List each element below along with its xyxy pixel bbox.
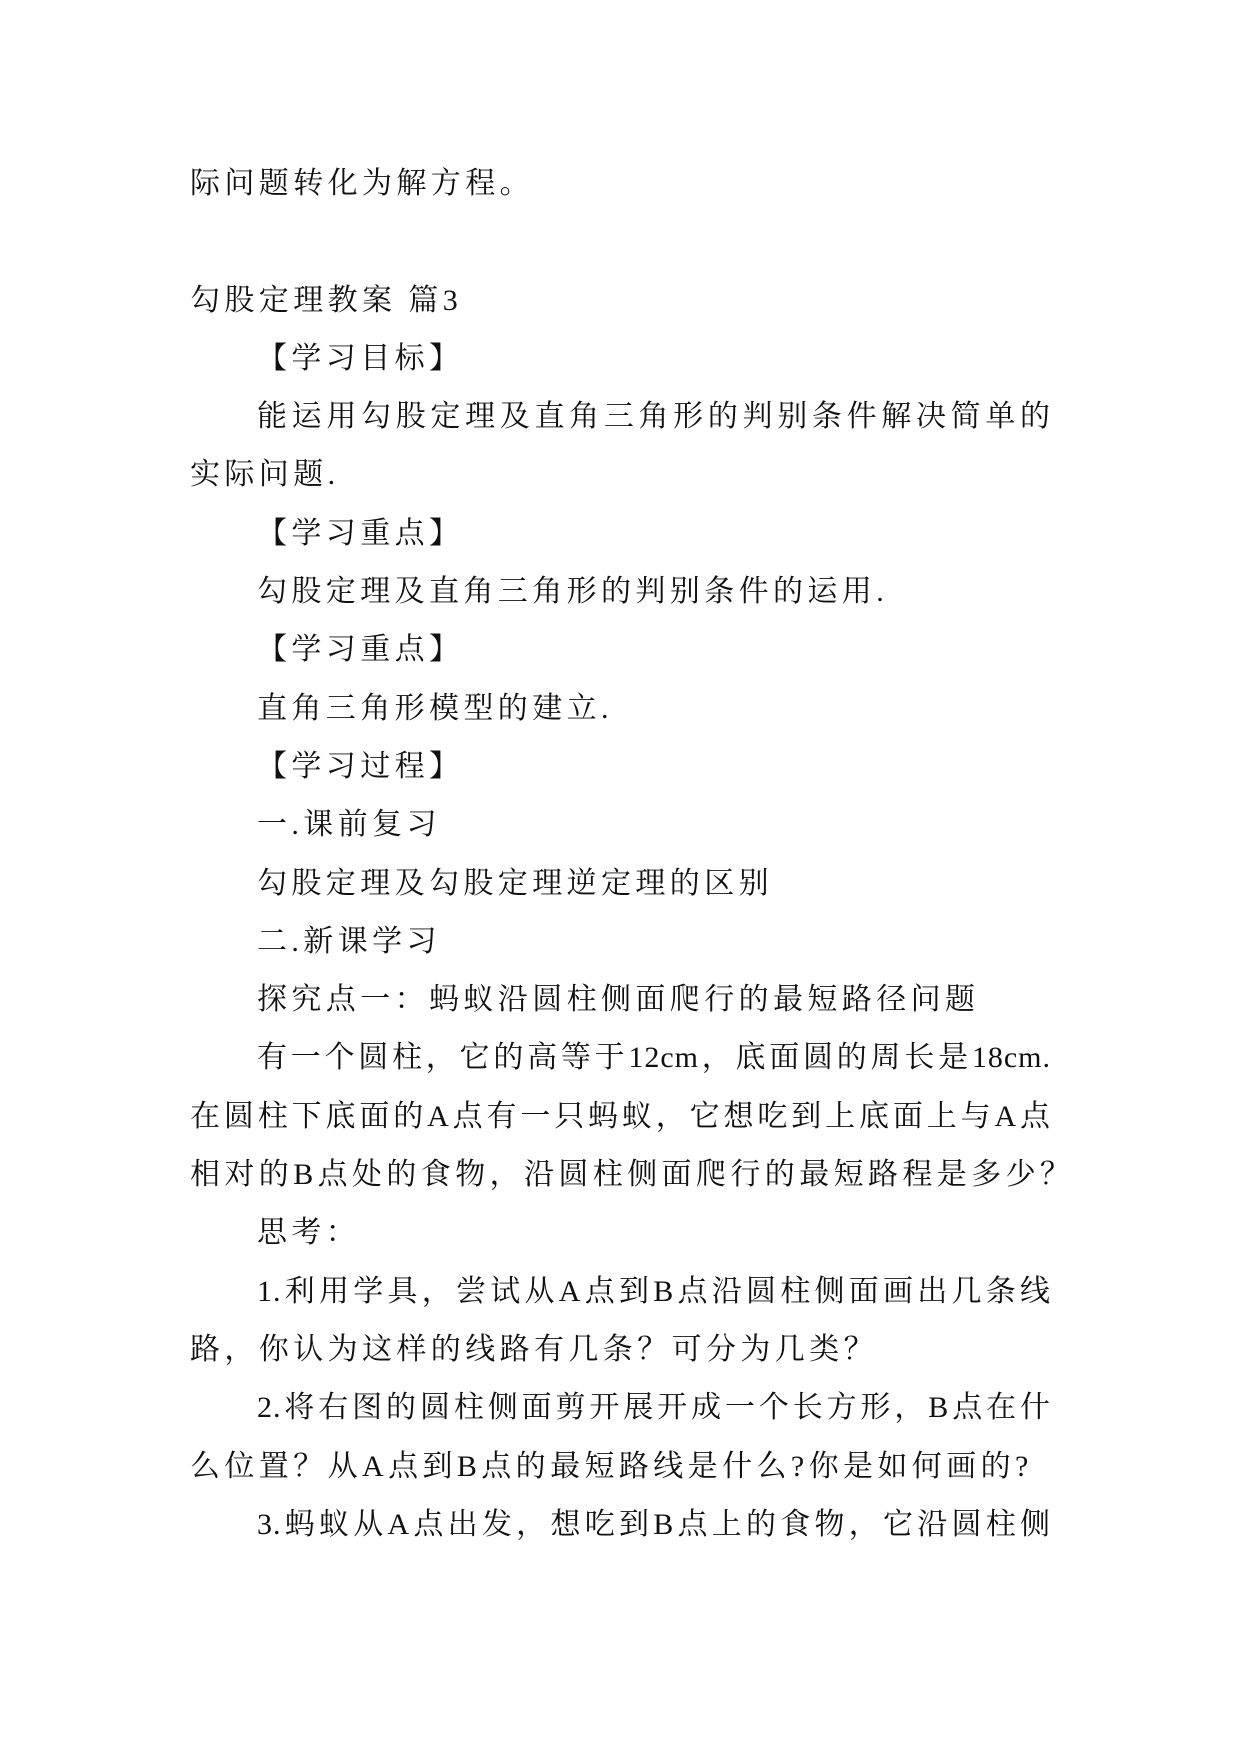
heading-thinking: [190, 1204, 1051, 1262]
text-line: 实际问题.: [190, 458, 340, 492]
heading-review: [190, 796, 1051, 854]
text-line: 能运用勾股定理及直角三角形的判别条件解决简单的: [257, 400, 1051, 434]
question-3: [190, 1496, 1051, 1554]
heading-new-lesson: [190, 913, 1051, 971]
text-line: 勾股定理及直角三角形的判别条件的运用.: [257, 575, 889, 609]
text-line: 一.课前复习: [257, 808, 441, 842]
text-line: 3.蚂蚁从A点出发，想吃到B点上的食物，它沿圆柱侧: [257, 1507, 1051, 1541]
text-line: 1.利用学具，尝试从A点到B点沿圆柱侧面画出几条线: [257, 1274, 1051, 1308]
text-line: 【学习目标】: [257, 341, 464, 375]
text-line: 2.将右图的圆柱侧面剪开展开成一个长方形，B点在什: [257, 1391, 1051, 1425]
document-body: [190, 155, 1075, 1554]
text-line: 二.新课学习: [257, 924, 441, 958]
paragraph-model-building: [190, 680, 1051, 738]
heading-key-points-2: [190, 621, 1051, 679]
heading-learning-process: [190, 738, 1051, 796]
text-line: 【学习重点】: [257, 516, 464, 550]
text-line: 思考：: [257, 1216, 361, 1250]
heading-key-points: [190, 505, 1051, 563]
paragraph-problem: [190, 1029, 1075, 1204]
text-line: 直角三角形模型的建立.: [257, 691, 613, 725]
continuation-text: 际问题转化为解方程。: [190, 167, 534, 200]
paragraph-key-points: [190, 563, 1051, 621]
section-title: 勾股定理教案 篇3: [190, 283, 463, 317]
text-line: 相对的B点处的食物，沿圆柱侧面爬行的最短路程是多少？: [190, 1158, 1075, 1192]
question-1: [190, 1263, 1051, 1380]
text-line: 【学习重点】: [257, 633, 464, 667]
text-line: 【学习过程】: [257, 749, 464, 783]
paragraph-review: [190, 855, 1051, 913]
paragraph-goals: [190, 388, 1051, 505]
text-line: 在圆柱下底面的A点有一只蚂蚁，它想吃到上底面上与A点: [190, 1099, 1051, 1133]
heading-learning-goals: [190, 330, 1051, 388]
heading-exploration-1: [190, 971, 1051, 1029]
text-line: 勾股定理及勾股定理逆定理的区别: [257, 866, 773, 900]
text-line: 有一个圆柱，它的高等于12cm，底面圆的周长是18cm.: [257, 1041, 1051, 1075]
text-line: 么位置？从A点到B点的最短路线是什么?你是如何画的?: [190, 1449, 1033, 1483]
question-2: [190, 1379, 1051, 1496]
text-line: 探究点一：蚂蚁沿圆柱侧面爬行的最短路径问题: [257, 983, 980, 1017]
text-line: 路，你认为这样的线路有几条？可分为几类？: [190, 1332, 878, 1366]
